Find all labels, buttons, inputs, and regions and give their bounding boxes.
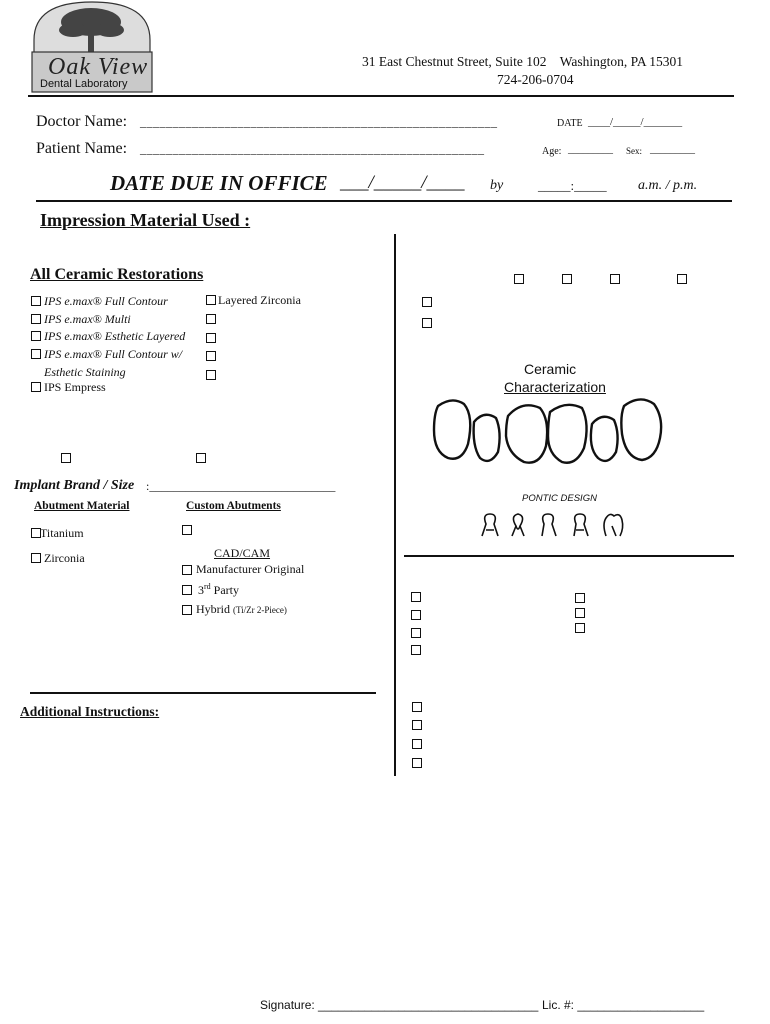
zirconia-checkbox[interactable] [31, 553, 41, 563]
ips-empress-checkbox[interactable] [31, 382, 41, 392]
right-option-checkbox[interactable] [514, 274, 524, 284]
titanium-label: Titanium [40, 526, 84, 540]
logo [28, 0, 158, 96]
date-due-field[interactable]: ___/_____/____ [340, 172, 465, 193]
manufacturer-original-checkbox[interactable] [182, 565, 192, 575]
emax-multi-label: IPS e.max® Multi [44, 312, 131, 326]
right-option-checkbox[interactable] [610, 274, 620, 284]
option-checkbox[interactable] [196, 453, 206, 463]
cadcam-label: CAD/CAM [214, 546, 271, 560]
right-option-checkbox[interactable] [422, 297, 432, 307]
layered-zirconia-label: Layered Zirconia [218, 293, 301, 307]
emax-multi-checkbox[interactable] [31, 314, 41, 324]
ceramic-option-checkbox[interactable] [206, 314, 216, 324]
age-label: Age: [542, 146, 562, 157]
implant-brand-label: Implant Brand / Size [14, 478, 135, 493]
doctor-name-field[interactable]: _______________________________________________________ [140, 115, 498, 129]
signature-field[interactable]: Signature: _________________________________ [260, 998, 539, 1012]
right-section-rule [404, 555, 734, 557]
patient-name-label: Patient Name: [36, 140, 128, 157]
ceramic-option-checkbox[interactable] [206, 370, 216, 380]
pontic-design-title: PONTIC DESIGN [522, 493, 597, 504]
hybrid-label [196, 602, 287, 617]
third-party-label [198, 582, 239, 598]
ceramic-option-checkbox[interactable] [206, 351, 216, 361]
teeth-diagram [428, 394, 668, 470]
emax-full-contour-checkbox[interactable] [31, 296, 41, 306]
hybrid-checkbox[interactable] [182, 605, 192, 615]
ceramic-characterization-title: Ceramic [524, 361, 577, 377]
sex-label: Sex: [626, 146, 643, 156]
age-field[interactable]: _________ [568, 144, 613, 155]
right-option-checkbox[interactable] [562, 274, 572, 284]
license-field[interactable]: Lic. #: ___________________ [542, 998, 705, 1012]
right-bottom-checkbox[interactable] [412, 720, 422, 730]
custom-abutment-checkbox[interactable] [182, 525, 192, 535]
hybrid-text: Hybrid [196, 602, 230, 616]
left-section-rule [30, 692, 376, 694]
header-rule [28, 95, 734, 97]
ips-empress-label: IPS Empress [44, 380, 106, 394]
right-lower-checkbox[interactable] [575, 608, 585, 618]
patient-name-field[interactable]: _____________________________________________________ [140, 142, 485, 156]
ceramic-characterization-subtitle: Characterization [504, 379, 606, 395]
right-lower-checkbox[interactable] [575, 623, 585, 633]
emax-esthetic-layered-checkbox[interactable] [31, 331, 41, 341]
right-option-checkbox[interactable] [422, 318, 432, 328]
emax-esthetic-layered-label: IPS e.max® Esthetic Layered [44, 329, 186, 343]
third-party-checkbox[interactable] [182, 585, 192, 595]
abutment-material-title: Abutment Material [34, 500, 130, 512]
lab-phone: 724-206-0704 [497, 72, 574, 87]
implant-brand-field[interactable]: :_______________________________ [146, 479, 336, 493]
right-lower-checkbox[interactable] [411, 592, 421, 602]
due-rule [36, 200, 732, 202]
zirconia-label: Zirconia [44, 551, 85, 565]
third-party-text: Party [210, 583, 240, 597]
third-party-sup: rd [204, 582, 211, 591]
right-lower-checkbox[interactable] [575, 593, 585, 603]
date-label: DATE [557, 118, 583, 129]
right-lower-checkbox[interactable] [411, 628, 421, 638]
right-option-checkbox[interactable] [677, 274, 687, 284]
sex-field[interactable]: _________ [650, 144, 695, 155]
emax-full-contour-label: IPS e.max® Full Contour [44, 294, 168, 308]
ceramic-option-checkbox[interactable] [206, 333, 216, 343]
custom-abutments-title: Custom Abutments [186, 500, 281, 512]
pontic-design-diagram [478, 512, 630, 542]
emax-staining-label: IPS e.max® Full Contour w/ [44, 347, 183, 361]
right-bottom-checkbox[interactable] [412, 739, 422, 749]
logo-subtitle: Dental Laboratory [40, 78, 128, 90]
ceramic-title: All Ceramic Restorations [30, 266, 204, 283]
additional-instructions-title: Additional Instructions: [20, 704, 160, 719]
right-bottom-checkbox[interactable] [412, 758, 422, 768]
right-lower-checkbox[interactable] [411, 610, 421, 620]
hybrid-note: (Ti/Zr 2-Piece) [233, 605, 287, 615]
layered-zirconia-checkbox[interactable] [206, 295, 216, 305]
emax-staining-label-line2: Esthetic Staining [44, 365, 126, 379]
option-checkbox[interactable] [61, 453, 71, 463]
date-due-label: DATE DUE IN OFFICE [110, 171, 328, 195]
due-by-label: by [490, 178, 504, 193]
due-time-field[interactable]: _____:_____ [538, 178, 607, 193]
third-party-number: 3 [198, 583, 204, 597]
emax-staining-checkbox[interactable] [31, 349, 41, 359]
lab-address: 31 East Chestnut Street, Suite 102 Washington, PA 15301 [362, 54, 684, 69]
manufacturer-original-label: Manufacturer Original [196, 562, 305, 576]
ampm-label: a.m. / p.m. [638, 178, 698, 193]
doctor-name-label: Doctor Name: [36, 113, 128, 130]
column-divider [394, 234, 396, 776]
date-field[interactable]: ____/_____/_______ [588, 116, 683, 128]
right-lower-checkbox[interactable] [411, 645, 421, 655]
impression-title: Impression Material Used : [40, 210, 251, 230]
right-bottom-checkbox[interactable] [412, 702, 422, 712]
logo-name: Oak View [48, 54, 149, 80]
